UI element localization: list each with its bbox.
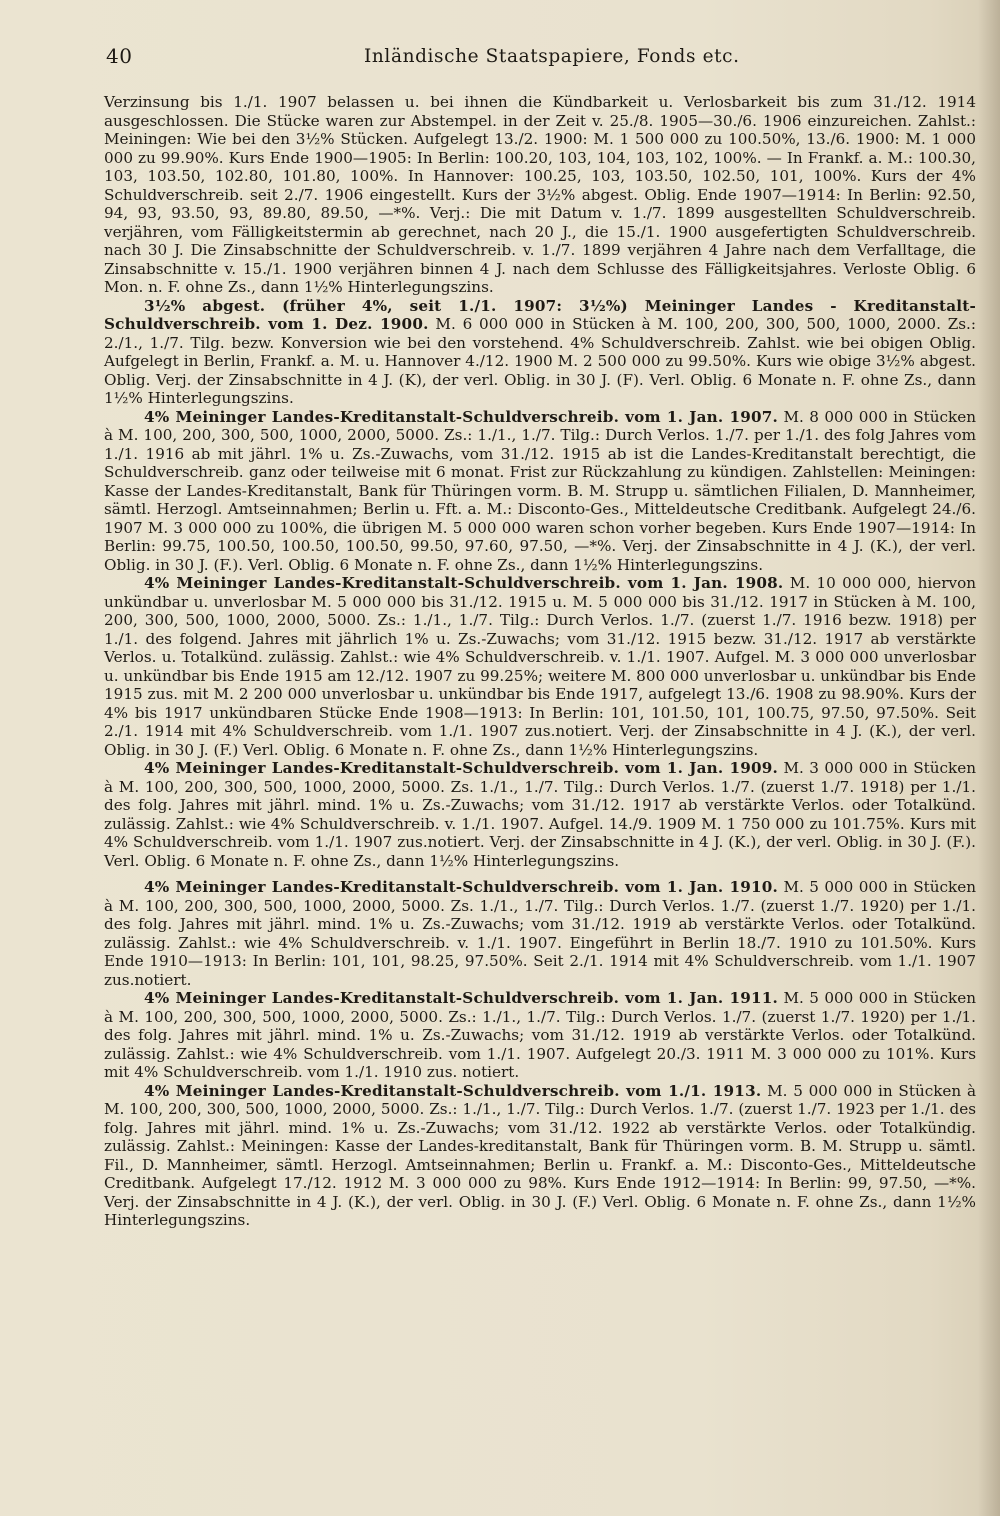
entry-text: M. 6 000 000 in Stücken à M. 100, 200, 300, 500, 1000, 2000. Zs.: 2./1., 1./7. Tilg. bezw. Konversion wie bei den vorstehend. 4% Schuldverschreib. Zahlst. wie bei obigen Oblig. Aufgelegt in Berlin, Frankf. a. M. u. Hannover 4./12. 1900 M. 2 500 000 zu 99.50%. Kurs wie obige 3½% abgest. Oblig. Verj. der Zinsabschnitte in 4 J. (K), der verl. Oblig. in 30 J. (F). Verl. Oblig. 6 Monate n. F. ohne Zs., dann 1½% Hinterlegungszins.	[104, 315, 976, 407]
entry-3-5-pct-1900	[104, 297, 976, 408]
entry-text: M. 10 000 000, hiervon unkündbar u. unverlosbar M. 5 000 000 bis 31./12. 1915 u. M. 5 000 000 bis 31./12. 1917 in Stücken à M. 100, 200, 300, 500, 1000, 2000, 5000. Zs.: 1./1., 1./7. Tilg.: Durch Verlos. 1./7. (zuerst 1./7. 1916 bezw. 1918) per 1./1. des folgend. Jahres mit jährlich 1% u. Zs.-Zuwachs; vom 31./12. 1915 bezw. 31./12. 1917 ab verstärkte Verlos. u. Totalkünd. zulässig. Zahlst.: wie 4% Schuldverschreib. v. 1./1. 1907. Aufgel. M. 3 000 000 unverlosbar u. unkündbar bis Ende 1915 am 12./12. 1907 zu 99.25%; weitere M. 800 000 unverlosbar u. unkündbar bis Ende 1915 zus. mit M. 2 200 000 unverlosbar u. unkündbar bis Ende 1917, aufgelegt 13./6. 1908 zu 98.90%. Kurs der 4% bis 1917 unkündbaren Stücke Ende 1908—1913: In Berlin: 101, 101.50, 101, 100.75, 97.50, 97.50%. Seit 2./1. 1914 mit 4% Schuldverschreib. vom 1./1. 1907 zus.notiert. Verj. der Zinsabschnitte in 4 J. (K.), der verl. Oblig. in 30 J. (F.) Verl. Oblig. 6 Monate n. F. ohne Zs., dann 1½% Hinterlegungszins.	[104, 574, 977, 759]
paragraph-continuation	[104, 93, 976, 297]
entry-title: 4% Meininger Landes-Kreditanstalt-Schuldverschreib. vom 1. Jan. 1910.	[144, 878, 779, 896]
page-edge-shadow	[978, 0, 1000, 1516]
entry-title: 4% Meininger Landes-Kreditanstalt-Schuldverschreib. vom 1. Jan. 1908.	[144, 574, 784, 592]
entry-text: M. 5 000 000 in Stücken à M. 100, 200, 300, 500, 1000, 2000, 5000. Zs. 1./1., 1./7. Tilg.: Durch Verlos. 1./7. (zuerst 1./7. 1920) per 1./1. des folg. Jahres mit jährl. mind. 1% u. Zs.-Zuwachs; vom 31./12. 1919 ab verstärkte Verlos. oder Totalkünd. zulässig. Zahlst.: wie 4% Schuldverschreib. v. 1./1. 1907. Eingeführt in Berlin 18./7. 1910 zu 101.50%. Kurs Ende 1910—1913: In Berlin: 101, 101, 98.25, 97.50%. Seit 2./1. 1914 mit 4% Schuldverschreib. vom 1./1. 1907 zus.notiert.	[104, 878, 977, 989]
entry-4-pct-1910	[104, 878, 976, 989]
paragraph-text: Verzinsung bis 1./1. 1907 belassen u. bei ihnen die Kündbarkeit u. Verlosbarkeit bis zum 31./12. 1914 ausgeschlossen. Die Stücke waren zur Abstempel. in der Zeit v. 25./8. 1905—30./6. 1906 einzureichen. Zahlst.: Meiningen: Wie bei den 3½% Stücken. Aufgelegt 13./2. 1900: M. 1 500 000 zu 100.50%, 13./6. 1900: M. 1 000 000 zu 99.90%. Kurs Ende 1900—1905: In Berlin: 100.20, 103, 104, 103, 102, 100%. — In Frankf. a. M.: 100.30, 103, 103.50, 102.80, 101.80, 100%. In Hannover: 100.25, 103, 103.50, 102.50, 101, 100%. Kurs der 4% Schuldverschreib. seit 2./7. 1906 eingestellt. Kurs der 3½% abgest. Oblig. Ende 1907—1914: In Berlin: 92.50, 94, 93, 93.50, 93, 89.80, 89.50, —*%. Verj.: Die mit Datum v. 1./7. 1899 ausgestellten Schuldverschreib. verjähren, vom Fälligkeitstermin ab gerechnet, nach 20 J., die 15./1. 1900 ausgefertigten Schuldverschreib. nach 30 J. Die Zinsabschnitte der Schuldverschreib. v. 1./7. 1899 verjähren 4 Jahre nach dem Verfalltage, die Zinsabschnitte v. 15./1. 1900 verjähren binnen 4 J. nach dem Schlusse des Fälligkeitsjahres. Verloste Oblig. 6 Mon. n. F. ohne Zs., dann 1½% Hinterlegungszins.	[104, 93, 976, 296]
entry-text: M. 5 000 000 in Stücken à M. 100, 200, 300, 500, 1000, 2000, 5000. Zs.: 1./1., 1./7. Tilg.: Durch Verlos. 1./7. (zuerst 1./7. 1920) per 1./1. des folg. Jahres mit jährl. mind. 1% u. Zs.-Zuwachs; vom 31./12. 1919 ab verstärkte Verlos. oder Totalkünd. zulässig. Zahlst.: wie 4% Schuldverschreib. vom 1./1. 1907. Aufgelegt 20./3. 1911 M. 3 000 000 zu 101%. Kurs mit 4% Schuldverschreib. vom 1./1. 1910 zus. notiert.	[104, 989, 977, 1081]
entry-title: 4% Meininger Landes-Kreditanstalt-Schuldverschreib. vom 1. Jan. 1907.	[144, 407, 779, 426]
entry-text: M. 5 000 000 in Stücken à M. 100, 200, 300, 500, 1000, 2000, 5000. Zs.: 1./1., 1./7. Tilg.: Durch Verlos. 1./7. (zuerst 1./7. 1923 per 1./1. des folg. Jahres mit jährl. mind. 1% u. Zs.-Zuwachs; vom 31./12. 1922 ab verstärkte Verlos. oder Totalkündig. zulässig. Zahlst.: Meiningen: Kasse der Landes-kreditanstalt, Bank für Thüringen vorm. B. M. Strupp u. sämtl. Fil., D. Mannheimer, sämtl. Herzogl. Amtseinnahmen; Berlin u. Frankf. a. M.: Disconto-Ges., Mitteldeutsche Creditbank. Aufgelegt 17./12. 1912 M. 3 000 000 zu 98%. Kurs Ende 1912—1914: In Berlin: 99, 97.50, —*%. Verj. der Zinsabschnitte in 4 J. (K.), der verl. Oblig. in 30 J. (F.) Verl. Oblig. 6 Monate n. F. ohne Zs., dann 1½% Hinterlegungszins.	[104, 1081, 976, 1229]
entry-title: 4% Meininger Landes-Kreditanstalt-Schuldverschreib. vom 1. Jan. 1909.	[144, 759, 779, 777]
entry-title: 3½% abgest. (früher 4%, seit 1./1. 1907: 3½%) Meininger Landes - Kreditanstalt-Schuldverschreib. vom 1. Dez. 1900.	[104, 296, 976, 333]
entry-text: M. 8 000 000 in Stücken à M. 100, 200, 300, 500, 1000, 2000, 5000. Zs.: 1./1., 1./7. Tilg.: Durch Verlos. 1./7. per 1./1. des folg Jahres vom 1./1. 1916 ab mit jährl. 1% u. Zs.-Zuwachs, vom 31./12. 1915 ab ist die Landes-Kreditanstalt berechtigt, die Schuldverschreib. ganz oder teilweise mit 6 monat. Frist zur Rückzahlung zu kündigen. Zahlstellen: Meiningen: Kasse der Landes-Kreditanstalt, Bank für Thüringen vorm. B. M. Strupp u. sämtlichen Filialen, D. Mannheimer, sämtl. Herzogl. Amtseinnahmen; Berlin u. Fft. a. M.: Disconto-Ges., Mitteldeutsche Creditbank. Aufgelegt 24./6. 1907 M. 3 000 000 zu 100%, die übrigen M. 5 000 000 waren schon vorher begeben. Kurs Ende 1907—1914: In Berlin: 99.75, 100.50, 100.50, 100.50, 99.50, 97.60, 97.50, —*%. Verj. der Zinsabschnitte in 4 J. (K.), der verl. Oblig. in 30 J. (F.). Verl. Oblig. 6 Monate n. F. ohne Zs., dann 1½% Hinterlegungszins.	[104, 407, 977, 574]
entry-title: 4% Meininger Landes-Kreditanstalt-Schuldverschreib. vom 1./1. 1913.	[144, 1081, 762, 1100]
entry-4-pct-1913	[104, 1082, 976, 1230]
entry-4-pct-1907	[104, 408, 976, 575]
entry-4-pct-1911	[104, 989, 976, 1082]
entry-4-pct-1908	[104, 574, 976, 759]
entry-4-pct-1909	[104, 759, 976, 870]
page-number: 40	[106, 44, 133, 68]
running-head: Inländische Staatspapiere, Fonds etc.	[364, 46, 740, 67]
entry-text: M. 3 000 000 in Stücken à M. 100, 200, 300, 500, 1000, 2000, 5000. Zs. 1./1., 1./7. Tilg.: Durch Verlos. 1./7. (zuerst 1./7. 1918) per 1./1. des folg. Jahres mit jährl. mind. 1% u. Zs.-Zuwachs; vom 31./12. 1917 ab verstärkte Verlos. oder Totalkünd. zulässig. Zahlst.: wie 4% Schuldverschreib. v. 1./1. 1907. Aufgel. 14./9. 1909 M. 1 750 000 zu 101.75%. Kurs mit 4% Schuldverschreib. vom 1./1. 1907 zus.notiert. Verj. der Zinsabschnitte in 4 J. (K.), der verl. Oblig. in 30 J. (F.). Verl. Oblig. 6 Monate n. F. ohne Zs., dann 1½% Hinterlegungszins.	[104, 759, 977, 870]
page-header	[106, 44, 960, 74]
entry-title: 4% Meininger Landes-Kreditanstalt-Schuldverschreib. vom 1. Jan. 1911.	[144, 989, 779, 1007]
body-text	[104, 93, 976, 1230]
